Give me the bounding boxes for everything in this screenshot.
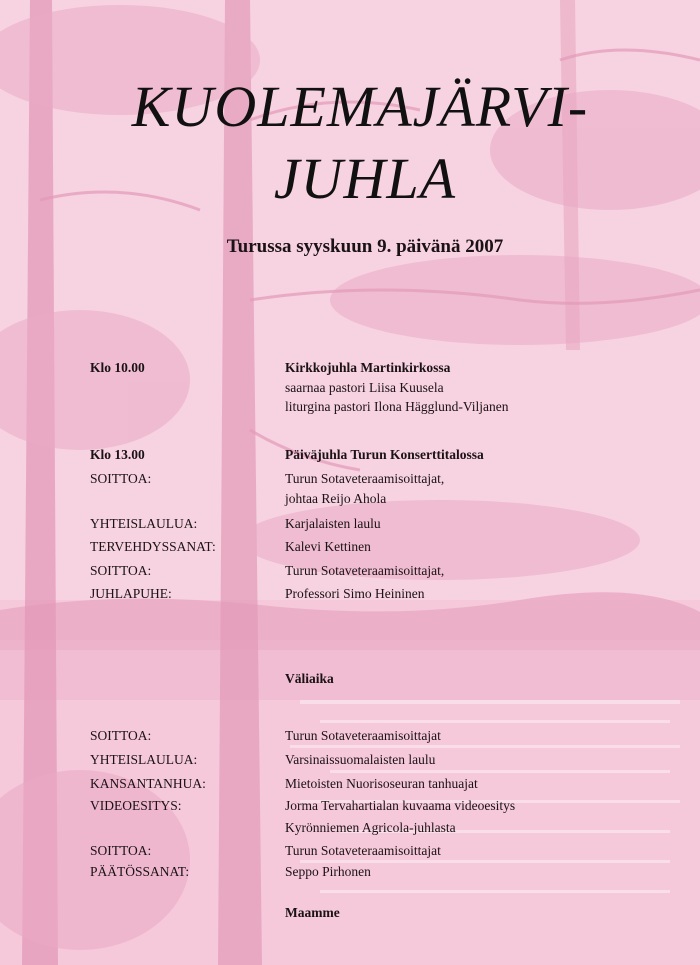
program-item: Turun Sotaveteraamisoittajat, [285,563,445,578]
program-item: Karjalaisten laulu [285,516,381,531]
program-item: Kirkkojuhla Martinkirkossa [285,360,451,375]
program-item: Seppo Pirhonen [285,864,371,879]
program-item: Mietoisten Nuorisoseuran tanhuajat [285,776,478,791]
program-label: SOITTOA: [90,843,152,858]
program-label: JUHLAPUHE: [90,586,172,601]
program-label: YHTEISLAULUA: [90,516,198,531]
program-time: Klo 13.00 [90,447,145,462]
program-item: Varsinaissuomalaisten laulu [285,752,436,767]
program-label: SOITTOA: [90,471,152,486]
program-label: YHTEISLAULUA: [90,752,198,767]
program-item: liturgina pastori Ilona Hägglund-Viljanen [285,399,509,414]
program-item: Kyrönniemen Agricola-juhlasta [285,820,456,835]
program-label: SOITTOA: [90,728,152,743]
program-label: SOITTOA: [90,563,152,578]
intermission-label: Väliaika [285,671,334,686]
title-line-1: KUOLEMAJÄRVI- [131,74,589,139]
subtitle: Turussa syyskuun 9. päivänä 2007 [226,236,504,257]
program-item: Päiväjuhla Turun Konserttitalossa [285,447,484,462]
program-label: VIDEOESITYS: [90,798,182,813]
program-item: Turun Sotaveteraamisoittajat [285,728,441,743]
program-item: johtaa Reijo Ahola [285,491,387,506]
program-item: Kalevi Kettinen [285,539,371,554]
program-label: PÄÄTÖSSANAT: [90,864,190,879]
program-item: Professori Simo Heininen [285,586,425,601]
program-label: TERVEHDYSSANAT: [90,539,216,554]
program-time: Klo 10.00 [90,360,145,375]
program-item: Turun Sotaveteraamisoittajat, [285,471,445,486]
program-item: Jorma Tervahartialan kuvaama videoesitys [285,798,516,813]
title-line-2: JUHLA [273,146,457,211]
closing-anthem: Maamme [285,905,340,920]
program-item: Turun Sotaveteraamisoittajat [285,843,441,858]
program-item: saarnaa pastori Liisa Kuusela [285,380,444,395]
program-label: KANSANTANHUA: [90,776,206,791]
